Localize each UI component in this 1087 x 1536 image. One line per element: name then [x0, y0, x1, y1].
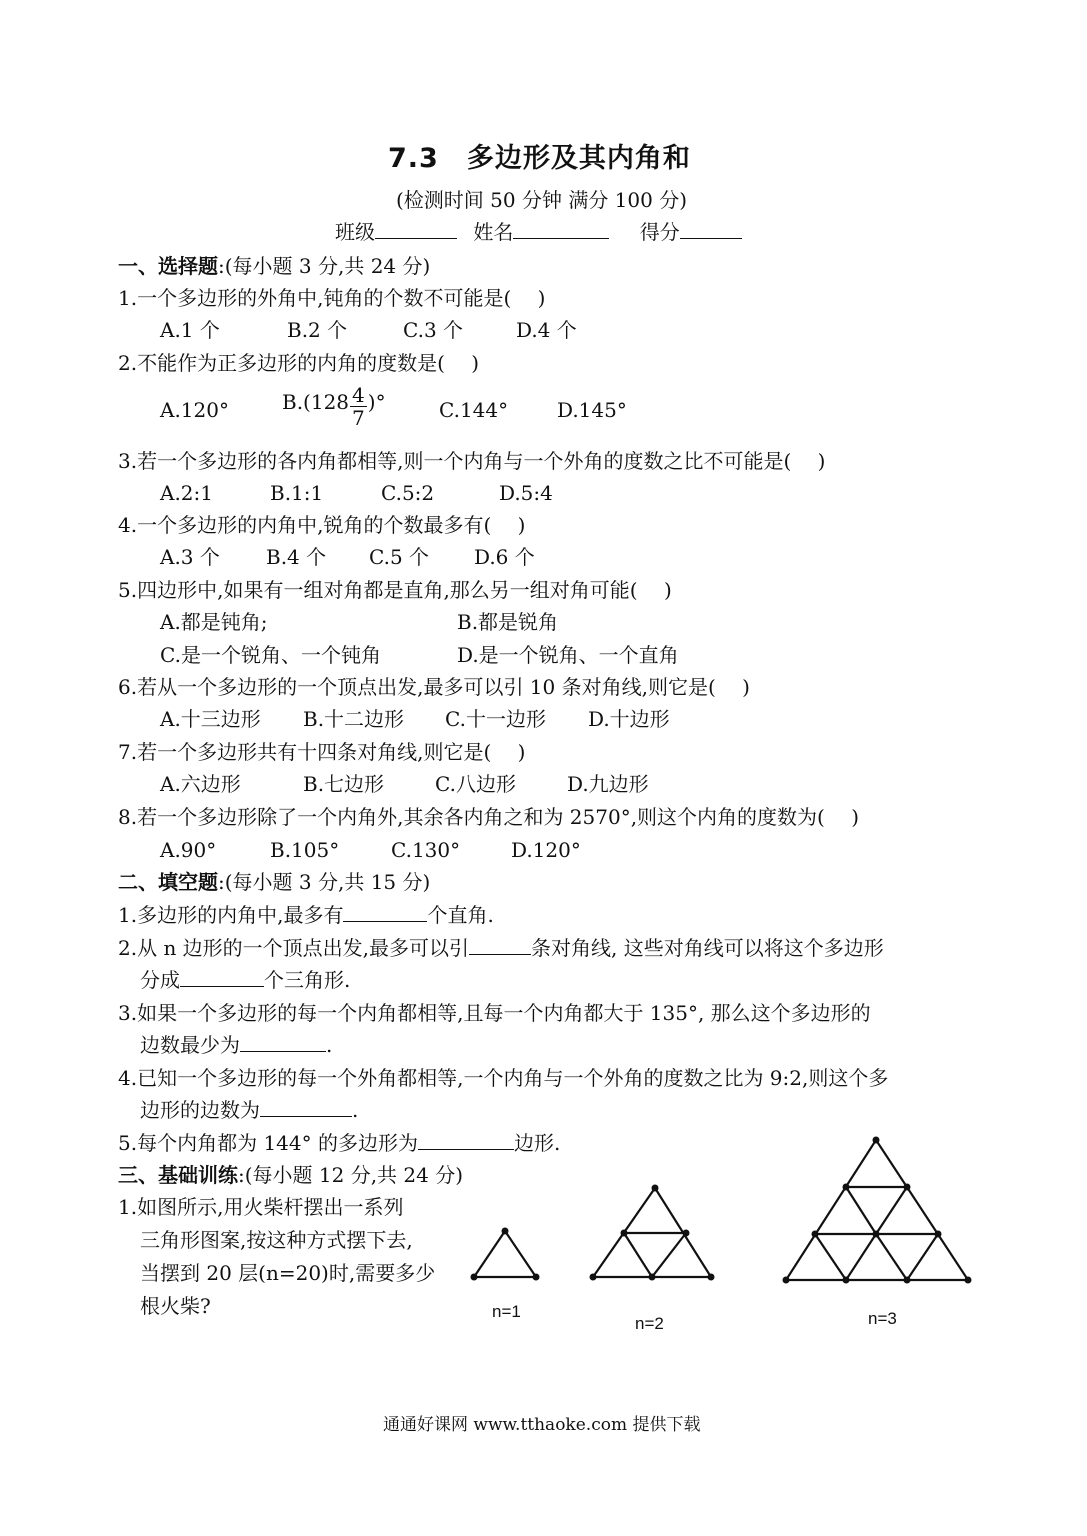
q8-option-a: A.90° — [160, 838, 217, 862]
q2-option-a: A.120° — [160, 398, 229, 422]
q2-b-integer: B.(128 — [282, 390, 350, 414]
fill-5-text: 5.每个内角都为 144° 的多边形为 — [118, 1131, 418, 1155]
section-2-title: 二、填空题 — [118, 870, 218, 894]
q6-option-b: B.十二边形 — [303, 707, 405, 731]
q6-option-a: A.十三边形 — [160, 707, 261, 731]
q6-option-d: D.十边形 — [588, 707, 670, 731]
fill-2-middle: 条对角线, 这些对角线可以将这个多边形 — [531, 936, 884, 960]
q7-option-d: D.九边形 — [567, 772, 649, 796]
q6-option-c: C.十一边形 — [445, 707, 546, 731]
q7-option-b: B.七边形 — [303, 772, 385, 796]
class-label: 班级 — [335, 220, 375, 244]
q3-option-c: C.5:2 — [381, 481, 435, 505]
problem-1-line-1: 1.如图所示,用火柴杆摆出一系列 — [118, 1195, 404, 1219]
fill-4-text-2: 边形的边数为 — [140, 1098, 260, 1122]
q2-option-c: C.144° — [439, 398, 509, 422]
fill-2-text-2: 分成 — [140, 968, 180, 992]
footer: 通通好课网 www.tthaoke.com 提供下载 — [383, 1415, 701, 1435]
fill-2-text: 2.从 n 边形的一个顶点出发,最多可以引 — [118, 936, 470, 960]
section-3-note: :(每小题 12 分,共 24 分) — [238, 1163, 464, 1187]
question-7: 7.若一个多边形共有十四条对角线,则它是( ) — [118, 740, 526, 764]
triangle-figure-n1 — [474, 1231, 536, 1277]
triangle-figure-n3 — [786, 1140, 968, 1280]
fraction-numerator: 4 — [352, 383, 365, 407]
question-8: 8.若一个多边形除了一个内角外,其余各内角之和为 2570°,则这个内角的度数为( ) — [118, 805, 860, 829]
q1-option-b: B.2 个 — [287, 318, 348, 342]
section-1-title: 一、选择题 — [118, 254, 218, 278]
q2-b-suffix: )° — [367, 390, 386, 414]
fill-4-suffix: . — [352, 1098, 359, 1122]
problem-1-line-4: 根火柴? — [140, 1294, 211, 1318]
section-1-note: :(每小题 3 分,共 24 分) — [218, 254, 431, 278]
q5-option-c: C.是一个锐角、一个钝角 — [160, 643, 381, 667]
q4-option-d: D.6 个 — [474, 545, 535, 569]
q8-option-c: C.130° — [391, 838, 461, 862]
q3-option-d: D.5:4 — [499, 481, 553, 505]
q4-option-a: A.3 个 — [160, 545, 220, 569]
q1-option-c: C.3 个 — [403, 318, 464, 342]
name-label: 姓名 — [473, 220, 514, 244]
q1-option-d: D.4 个 — [516, 318, 577, 342]
q5-option-d: D.是一个锐角、一个直角 — [457, 643, 679, 667]
fill-4: 4.已知一个多边形的每一个外角都相等,一个内角与一个外角的度数之比为 9:2,则这个多 — [118, 1066, 889, 1090]
subtitle: (检测时间 50 分钟 满分 100 分) — [396, 188, 688, 212]
section-3-title: 三、基础训练 — [118, 1163, 238, 1187]
q8-option-b: B.105° — [270, 838, 340, 862]
question-3: 3.若一个多边形的各内角都相等,则一个内角与一个外角的度数之比不可能是( ) — [118, 449, 826, 473]
question-6: 6.若从一个多边形的一个顶点出发,最多可以引 10 条对角线,则它是( ) — [118, 675, 750, 699]
score-label: 得分 — [639, 220, 680, 244]
q5-option-b: B.都是锐角 — [457, 610, 559, 634]
fill-3-text-2: 边数最少为 — [140, 1033, 240, 1057]
q4-option-c: C.5 个 — [369, 545, 430, 569]
figure-label-n3: n=3 — [868, 1309, 897, 1328]
q4-option-b: B.4 个 — [266, 545, 327, 569]
fraction-denominator: 7 — [352, 406, 365, 430]
question-5: 5.四边形中,如果有一组对角都是直角,那么另一组对角可能( ) — [118, 578, 672, 602]
fill-3: 3.如果一个多边形的每一个内角都相等,且每一个内角都大于 135°, 那么这个多边形的 — [118, 1001, 871, 1025]
problem-1-line-2: 三角形图案,按这种方式摆下去, — [140, 1228, 413, 1252]
q1-option-a: A.1 个 — [160, 318, 220, 342]
fill-1-text: 1.多边形的内角中,最多有 — [118, 903, 344, 927]
fill-1-suffix: 个直角. — [427, 903, 494, 927]
fill-2-suffix: 个三角形. — [264, 968, 351, 992]
q5-option-a: A.都是钝角; — [160, 610, 268, 634]
q3-option-a: A.2:1 — [160, 481, 213, 505]
fill-5-suffix: 边形. — [513, 1131, 561, 1155]
figure-label-n2: n=2 — [635, 1314, 664, 1333]
question-1: 1.一个多边形的外角中,钝角的个数不可能是( ) — [118, 286, 546, 310]
question-2: 2.不能作为正多边形的内角的度数是( ) — [118, 351, 480, 375]
fill-3-suffix: . — [326, 1033, 333, 1057]
q2-option-d: D.145° — [557, 398, 627, 422]
q7-option-a: A.六边形 — [160, 772, 241, 796]
q8-option-d: D.120° — [511, 838, 581, 862]
question-4: 4.一个多边形的内角中,锐角的个数最多有( ) — [118, 513, 526, 537]
problem-1-line-3: 当摆到 20 层(n=20)时,需要多少 — [140, 1261, 436, 1285]
q7-option-c: C.八边形 — [435, 772, 516, 796]
q3-option-b: B.1:1 — [270, 481, 324, 505]
triangle-figure-n2 — [593, 1188, 711, 1277]
figure-label-n1: n=1 — [492, 1302, 521, 1321]
page-title: 7.3 多边形及其内角和 — [388, 143, 691, 174]
section-2-note: :(每小题 3 分,共 15 分) — [218, 870, 431, 894]
